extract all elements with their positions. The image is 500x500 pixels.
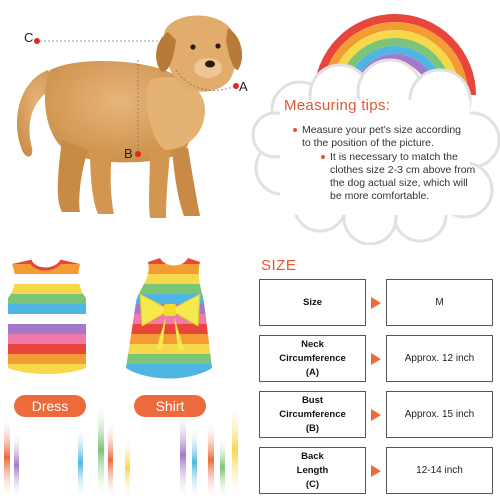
label-line: (B) [305,422,320,434]
label-b: B [124,146,133,161]
neck-row-label [259,335,366,382]
arrow-right-icon [371,465,381,477]
size-row [259,279,493,326]
label-line: Size [302,296,322,308]
label-line: Circumference [279,352,346,364]
measuring-tips-title: Measuring tips: [284,97,391,114]
label-c: C [24,30,34,45]
bust-row-label [259,391,366,438]
neck-row [259,335,493,382]
product-section [0,250,250,500]
neck-row-value: Approx. 12 inch [386,335,493,382]
size-table-title: SIZE [261,257,297,274]
decorative-spikes [0,250,250,500]
label-line: Neck [301,338,324,350]
label-line: (A) [305,366,320,378]
tip-2 [330,151,480,203]
tip-2-text: It is necessary to match the clothes size 2-3 cm above from the dog actual size, which will be more comfortable. [330,151,476,202]
shirt-label-button[interactable]: Shirt [134,395,206,417]
tip-1 [302,124,472,150]
label-line: Bust [301,394,324,406]
striped-tank-image [0,250,100,378]
label-line: Circumference [279,408,346,420]
bust-row [259,391,493,438]
striped-dress-image [120,250,220,384]
tip-bullet [321,155,325,159]
tip-1-text: Measure your pet's size according to the position of the picture. [302,124,461,149]
bust-row-value: Approx. 15 inch [386,391,493,438]
label-line: Back [301,450,324,462]
label-line: Length [296,464,329,476]
arrow-right-icon [371,409,381,421]
size-row-value: M [386,279,493,326]
arrow-right-icon [371,353,381,365]
label-line: (C) [305,478,320,490]
back-row-value: 12-14 inch [386,447,493,494]
back-row-label [259,447,366,494]
tip-bullet [293,128,297,132]
arrow-right-icon [371,297,381,309]
back-row [259,447,493,494]
tips-cloud [0,0,500,245]
label-a: A [239,79,248,94]
dress-label-button[interactable]: Dress [14,395,86,417]
size-row-label [259,279,366,326]
